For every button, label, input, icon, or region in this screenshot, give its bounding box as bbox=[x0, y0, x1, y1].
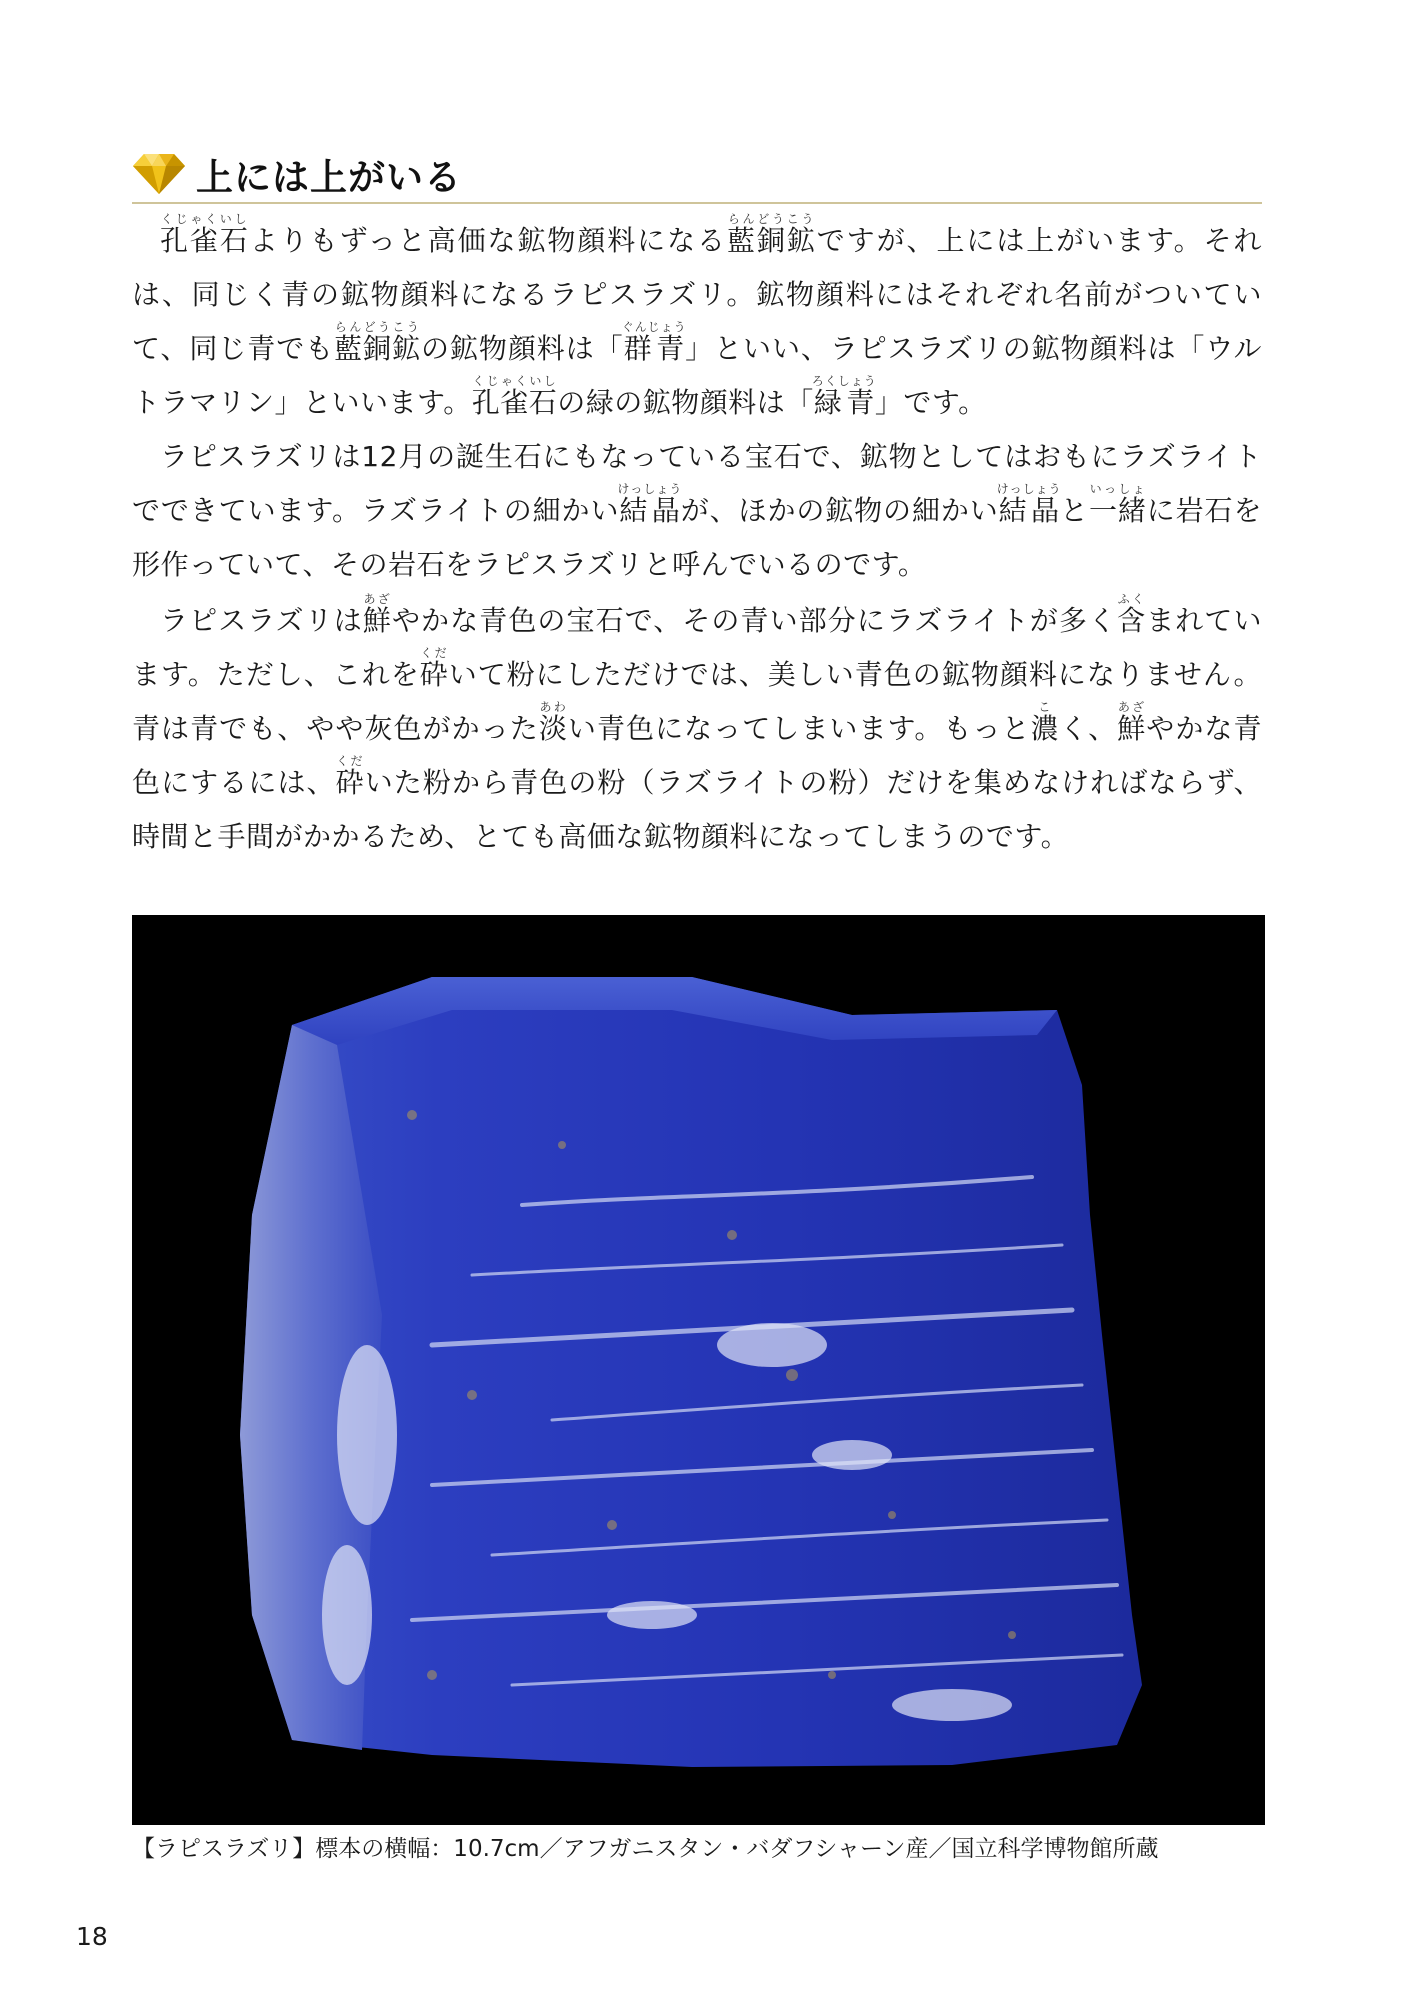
ruby-word: 砕くだ bbox=[419, 646, 449, 691]
ruby-word: 結晶けっしょう bbox=[996, 482, 1062, 527]
ruby-word: 孔雀石くじゃくいし bbox=[160, 212, 250, 257]
ruby-word: 含ふく bbox=[1117, 592, 1147, 637]
ruby-word: 鮮あざ bbox=[1117, 700, 1147, 745]
text-run: と bbox=[1059, 494, 1089, 527]
text-run: ラピスラズリは12月の誕生石にもなっている宝石で、鉱物としてはおもにラズライトでできています。ラズライトの細かい bbox=[132, 440, 1262, 527]
text-run: の鉱物顔料は「 bbox=[420, 332, 624, 365]
section-heading bbox=[132, 148, 1262, 200]
text-run: の緑の鉱物顔料は「 bbox=[557, 386, 814, 419]
text-run: が、ほかの鉱物の細かい bbox=[680, 494, 999, 527]
lapis-lazuli-image bbox=[132, 915, 1265, 1825]
furigana: ぐんじょう bbox=[621, 320, 687, 334]
text-run: く、 bbox=[1059, 712, 1118, 745]
furigana: ろくしょう bbox=[811, 374, 877, 388]
heading-divider bbox=[132, 202, 1262, 204]
ruby-word: 一緒いっしょ bbox=[1088, 482, 1147, 527]
ruby-word: 濃こ bbox=[1030, 700, 1060, 745]
furigana: けっしょう bbox=[996, 482, 1062, 496]
furigana: あざ bbox=[1117, 700, 1146, 714]
furigana: くだ bbox=[419, 646, 449, 660]
text-run: やかな青色の宝石で、その青い部分にラズライトが多く bbox=[391, 604, 1118, 637]
ruby-word: 淡あわ bbox=[538, 700, 568, 745]
furigana: くじゃくいし bbox=[471, 374, 558, 388]
ruby-word: 緑青ろくしょう bbox=[811, 374, 877, 419]
furigana: いっしょ bbox=[1088, 482, 1147, 496]
text-run: よりもずっと高価な鉱物顔料になる bbox=[249, 224, 727, 257]
text-run: いた粉から青色の粉（ラズライトの粉）だけを集めなければならず、時間と手間がかかるため、とても高価な鉱物顔料になってしまうのです。 bbox=[132, 766, 1262, 853]
page-number: 18 bbox=[76, 1922, 108, 1951]
furigana: けっしょう bbox=[617, 482, 683, 496]
ruby-word: 鮮あざ bbox=[362, 592, 392, 637]
paragraph bbox=[132, 430, 1262, 592]
figure-caption: 【ラピスラズリ】標本の横幅：10.7cm／アフガニスタン・バダフシャーン産／国立科学博物館所蔵 bbox=[132, 1836, 1159, 1862]
text-run: やかな青色にするには、 bbox=[132, 712, 1262, 799]
paragraph bbox=[132, 212, 1262, 430]
furigana: くだ bbox=[335, 754, 365, 768]
paragraph bbox=[132, 592, 1262, 864]
gem-icon bbox=[132, 152, 186, 196]
text-run: ラピスラズリは bbox=[160, 604, 363, 637]
text-run: 」といい、ラピスラズリの鉱物顔料は「ウルトラマリン」といいます。 bbox=[132, 332, 1262, 419]
furigana: らんどうこう bbox=[334, 320, 421, 334]
ruby-word: 結晶けっしょう bbox=[617, 482, 683, 527]
furigana: こ bbox=[1030, 700, 1060, 714]
text-run: い青色になってしまいます。もっと bbox=[567, 712, 1031, 745]
furigana: ふく bbox=[1117, 592, 1146, 606]
ruby-word: 藍銅鉱らんどうこう bbox=[334, 320, 421, 365]
furigana: らんどうこう bbox=[726, 212, 816, 226]
furigana: あざ bbox=[362, 592, 392, 606]
ruby-word: 孔雀石くじゃくいし bbox=[471, 374, 558, 419]
text-run: 」です。 bbox=[874, 386, 987, 419]
page-title: 上には上がいる bbox=[196, 156, 462, 199]
ruby-word: 砕くだ bbox=[335, 754, 365, 799]
text-run: ですが、上には上がいます。それは、同じく青の鉱物顔料になるラピスラズリ。鉱物顔料にはそれぞれ名前がついていて、同じ青でも bbox=[132, 224, 1262, 365]
text-run: いて粉にしただけでは、美しい青色の鉱物顔料になりません。青は青でも、やや灰色がかった bbox=[132, 658, 1263, 745]
text-run: まれています。ただし、これを bbox=[132, 604, 1262, 691]
furigana: あわ bbox=[538, 700, 568, 714]
furigana: くじゃくいし bbox=[160, 212, 249, 226]
text-run: に岩石を形作っていて、その岩石をラピスラズリと呼んでいるのです。 bbox=[132, 494, 1262, 581]
ruby-word: 群青ぐんじょう bbox=[621, 320, 687, 365]
ruby-word: 藍銅鉱らんどうこう bbox=[726, 212, 817, 257]
lapis-lazuli-photo bbox=[132, 915, 1265, 1825]
article-body bbox=[132, 212, 1262, 864]
